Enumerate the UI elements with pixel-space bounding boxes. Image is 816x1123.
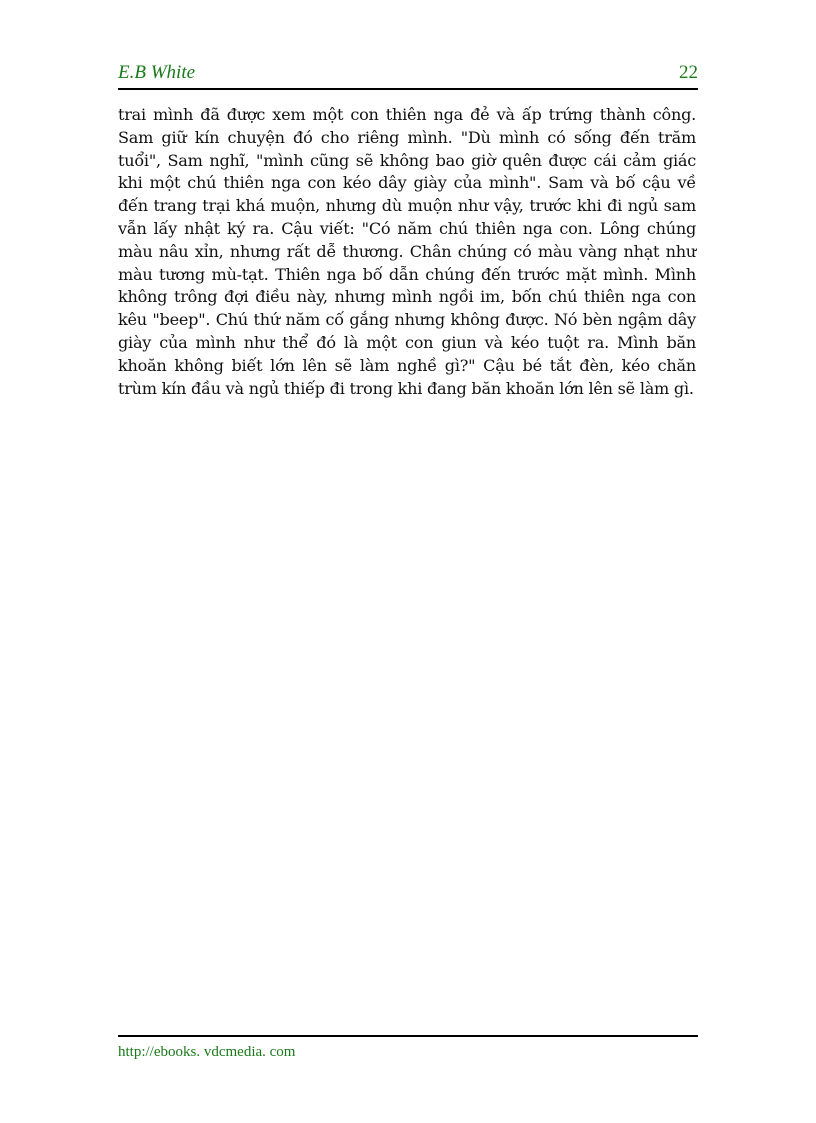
page-header bbox=[118, 62, 698, 90]
header-author: E.B White bbox=[118, 62, 196, 83]
footer-link[interactable]: http://ebooks. vdcmedia. com bbox=[118, 1044, 296, 1060]
body-paragraph: trai mình đã được xem một con thiên nga đẻ và ấp trứng thành công. Sam giữ kín chuyện đó cho riêng mình. "Dù mình có sống đến trăm tuổi", Sam nghĩ, "mình cũng sẽ không bao giờ quên được cái cảm giác khi một chú thiên nga con kéo dây giày của mình". Sam và bố cậu về đến trang trại khá muộn, nhưng dù muộn như vậy, trước khi đi ngủ sam vẫn lấy nhật ký ra. Cậu viết: "Có năm chú thiên nga con. Lông chúng màu nâu xỉn, nhưng rất dễ thương. Chân chúng có màu vàng nhạt như màu tương mù-tạt. Thiên nga bố dẫn chúng đến trước mặt mình. Mình không trông đợi điều này, nhưng mình ngồi im, bốn chú thiên nga con kêu "beep". Chú thứ năm cố gắng nhưng không được. Nó bèn ngậm dây giày của mình như thể đó là một con giun và kéo tuột ra. Mình băn khoăn không biết lớn lên sẽ làm nghề gì?" Cậu bé tắt đèn, kéo chăn trùm kín đầu và ngủ thiếp đi trong khi đang băn khoăn lớn lên sẽ làm gì. bbox=[118, 105, 696, 398]
footer-divider bbox=[118, 1035, 698, 1037]
page-number: 22 bbox=[679, 62, 698, 83]
